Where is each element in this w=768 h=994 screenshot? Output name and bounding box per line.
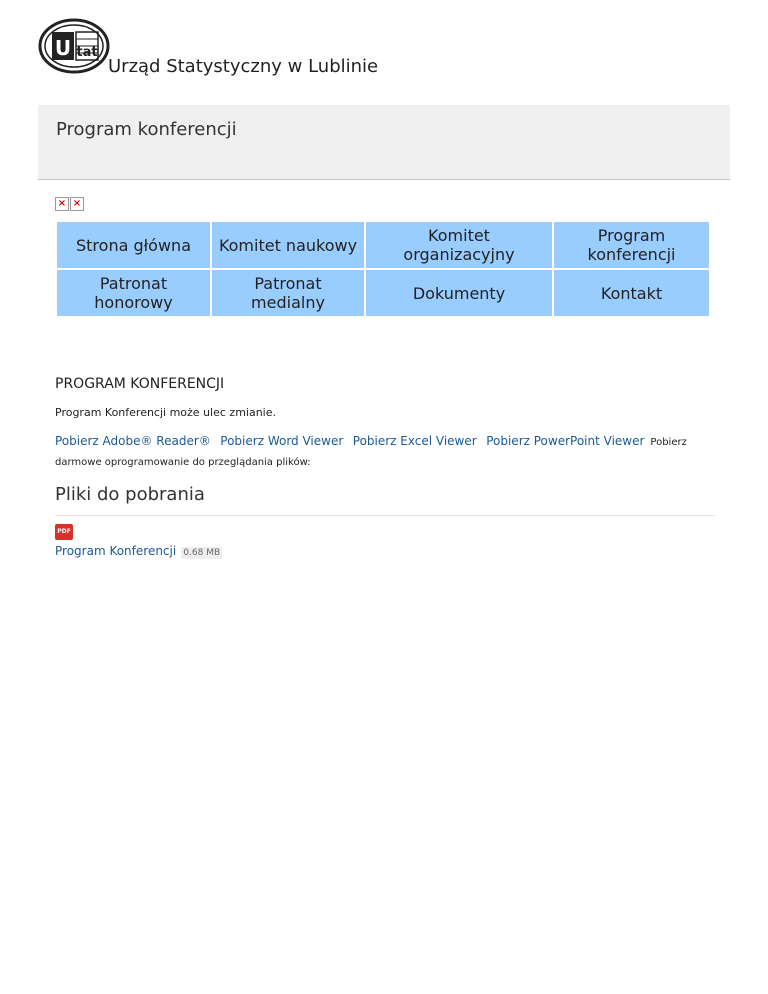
downloads-heading: Pliki do pobrania bbox=[55, 484, 715, 516]
broken-image-icon: × bbox=[55, 197, 69, 211]
nav-item-program-konferencji[interactable]: Program konferencji bbox=[554, 222, 709, 268]
nav-item-komitet-naukowy[interactable]: Komitet naukowy bbox=[212, 222, 364, 268]
svg-text:U: U bbox=[54, 36, 72, 60]
file-download-link[interactable]: Program Konferencji bbox=[55, 544, 177, 558]
title-band bbox=[38, 105, 730, 180]
nav-item-patronat-honorowy[interactable]: Patronat honorowy bbox=[57, 270, 210, 316]
link-word-viewer[interactable]: Pobierz Word Viewer bbox=[220, 434, 344, 448]
section-heading: PROGRAM KONFERENCJI bbox=[55, 376, 225, 392]
site-name[interactable]: Urząd Statystyczny w Lublinie bbox=[108, 56, 379, 77]
broken-image-group bbox=[55, 197, 84, 211]
ustat-logo-icon[interactable] bbox=[38, 18, 110, 74]
link-excel-viewer[interactable]: Pobierz Excel Viewer bbox=[352, 434, 477, 448]
links-description: Pobierz darmowe oprogramowanie do przeglądania plików: bbox=[55, 437, 687, 468]
link-adobe-reader[interactable]: Pobierz Adobe® Reader® bbox=[55, 434, 211, 448]
nav-item-patronat-medialny[interactable]: Patronat medialny bbox=[212, 270, 364, 316]
main-navigation bbox=[55, 220, 711, 318]
nav-item-strona-glowna[interactable]: Strona główna bbox=[57, 222, 210, 268]
file-size-badge: 0.68 MB bbox=[183, 548, 221, 558]
main-content bbox=[55, 376, 715, 559]
download-file-item bbox=[55, 524, 715, 559]
pdf-icon[interactable]: PDF bbox=[55, 524, 73, 540]
svg-text:tat: tat bbox=[76, 45, 98, 60]
nav-item-komitet-organizacyjny[interactable]: Komitet organizacyjny bbox=[366, 222, 552, 268]
broken-image-icon: × bbox=[70, 197, 84, 211]
program-note: Program Konferencji może ulec zmianie. bbox=[55, 406, 276, 419]
nav-item-kontakt[interactable]: Kontakt bbox=[554, 270, 709, 316]
page-title: Program konferencji bbox=[56, 119, 237, 140]
page-header bbox=[38, 18, 438, 78]
nav-item-dokumenty[interactable]: Dokumenty bbox=[366, 270, 552, 316]
viewer-links bbox=[55, 432, 715, 472]
link-powerpoint-viewer[interactable]: Pobierz PowerPoint Viewer bbox=[486, 434, 645, 448]
